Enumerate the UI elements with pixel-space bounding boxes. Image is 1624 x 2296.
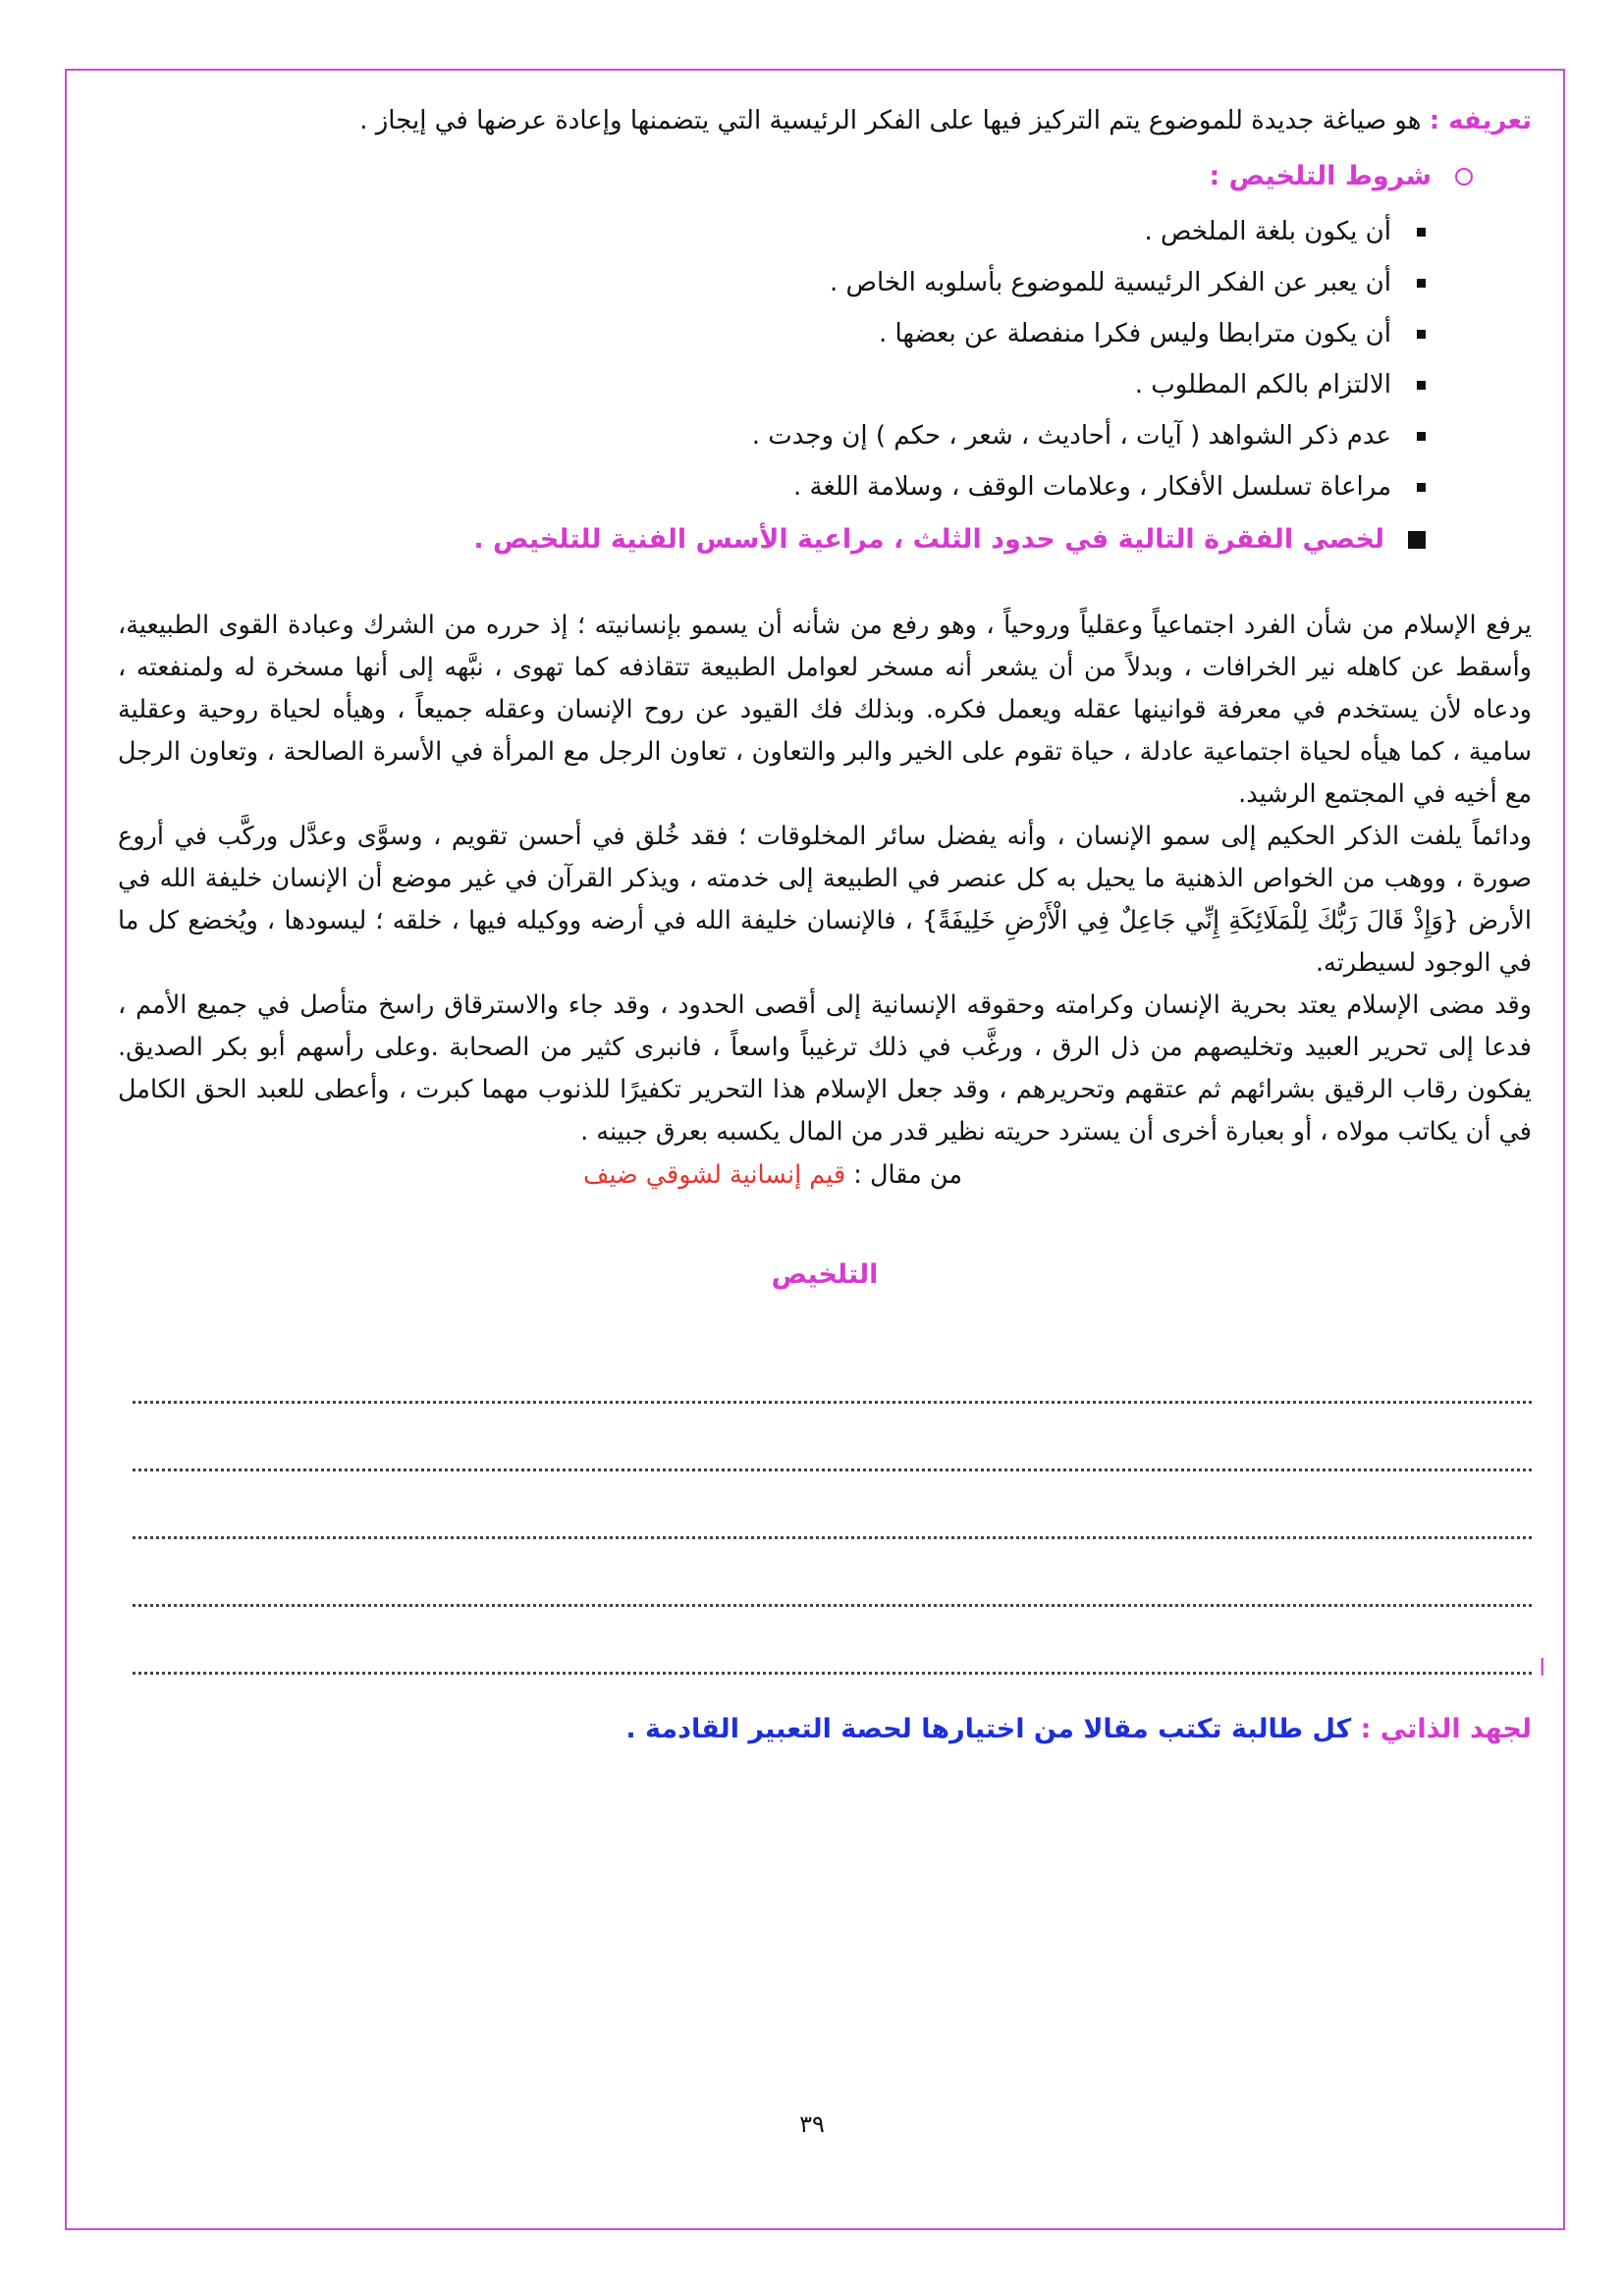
square-bullet-icon xyxy=(1417,279,1426,288)
list-item: أن يكون بلغة الملخص . xyxy=(118,206,1426,257)
list-item: أن يكون مترابطا وليس فكرا منفصلة عن بعضها . xyxy=(118,308,1426,359)
answer-line[interactable] xyxy=(133,1404,1532,1471)
answer-line[interactable] xyxy=(133,1539,1532,1607)
page-content xyxy=(118,98,1545,1751)
source-title: قيم إنسانية لشوقي ضيف xyxy=(582,1160,846,1190)
passage xyxy=(118,605,1532,1153)
answer-lines xyxy=(118,1336,1545,1682)
answer-line[interactable] xyxy=(133,1607,1545,1682)
task-instruction xyxy=(118,514,1532,565)
list-item: الالتزام بالكم المطلوب . xyxy=(118,359,1426,410)
circle-bullet-icon xyxy=(1455,168,1473,186)
square-bullet-icon xyxy=(1417,483,1426,492)
passage-paragraph: يرفع الإسلام من شأن الفرد اجتماعياً وعقلياً وروحياً ، وهو رفع من شأنه أن يسمو بإنسانيته ؛ إذ حرره من الشرك وعبادة القوى الطبيعية، وأسقط عن كاهله نير الخرافات ، وبدلاً من أن يشعر أنه مسخر لعوامل الطبيعة تتقاذفه كما تهوى ، نبَّهه إلى أنها مسخرة له ولمنفعته ، ودعاه لأن يستخدم في معرفة قوانينها عقله ويعمل فكره. وبذلك فك القيود عن روح الإنسان وعقله جميعاً ، وهيأه لحياة روحية وعقلية سامية ، كما هيأه لحياة اجتماعية عادلة ، حياة تقوم على الخير والبر والتعاون ، تعاون الرجل مع المرأة في الأسرة الصالحة ، وتعاون الرجل مع أخيه في المجتمع الرشيد. xyxy=(118,611,1532,809)
answer-end-mark: ا xyxy=(1539,1654,1545,1682)
summary-title: التلخيص xyxy=(771,1259,879,1290)
self-effort xyxy=(118,1708,1532,1751)
list-item: عدم ذكر الشواهد ( آيات ، أحاديث ، شعر ، حكم ) إن وجدت . xyxy=(118,410,1426,461)
square-bullet-icon xyxy=(1417,432,1426,441)
self-effort-label: لجهد الذاتي : xyxy=(1360,1714,1532,1744)
square-bullet-icon xyxy=(1408,531,1426,549)
page-number: ٣٩ xyxy=(799,2110,825,2138)
square-bullet-icon xyxy=(1417,228,1426,237)
square-bullet-icon xyxy=(1417,330,1426,339)
list-item: أن يعبر عن الفكر الرئيسية للموضوع بأسلوبه الخاص . xyxy=(118,257,1426,308)
conditions-heading xyxy=(118,153,1532,200)
definition-text: هو صياغة جديدة للموضوع يتم التركيز فيها على الفكر الرئيسية التي يتضمنها وإعادة عرضها في إيجاز . xyxy=(359,106,1430,135)
answer-line[interactable] xyxy=(133,1336,1532,1404)
passage-paragraph: وقد مضى الإسلام يعتد بحرية الإنسان وكرامته وحقوقه الإنسانية إلى أقصى الحدود ، وقد جاء والاسترقاق راسخ متأصل في جميع الأمم ، فدعا إلى تحرير العبيد وتخليصهم من ذل الرق ، ورغَّب في ذلك ترغيباً واسعاً ، فانبرى كثير من الصحابة .وعلى رأسهم أبو بكر الصديق. يفكون رقاب الرقيق بشرائهم ثم عتقهم وتحريرهم ، وقد جعل الإسلام هذا التحرير تكفيرًا للذنوب مهما كبرت ، وأعطى للعبد الحق الكامل في أن يكاتب مولاه ، أو بعبارة أخرى أن يسترد حريته نظير قدر من المال يكسبه بعرق جبينه . xyxy=(118,990,1532,1147)
definition xyxy=(118,98,1532,143)
list-item: مراعاة تسلسل الأفكار ، وعلامات الوقف ، وسلامة اللغة . xyxy=(118,461,1426,512)
passage-paragraph: ودائماً يلفت الذكر الحكيم إلى سمو الإنسان ، وأنه يفضل سائر المخلوقات ؛ فقد خُلق في أحسن تقويم ، وسوَّى وعدَّل وركَّب في أروع صورة ، ووهب من الخواص الذهنية ما يحيل به كل عنصر في الطبيعة إلى خدمته ، ويذكر القرآن في غير موضع أن الإنسان خليفة الله في الأرض {وَإِذْ قَالَ رَبُّكَ لِلْمَلَائِكَةِ إِنِّي جَاعِلٌ فِي الْأَرْضِ خَلِيفَةً} ، فالإنسان خليفة الله في أرضه ووكيله فيها ، خلقه ؛ ليسودها ، ويُخضع كل ما في الوجود لسيطرته. xyxy=(118,822,1532,978)
conditions-title: شروط التلخيص : xyxy=(1209,161,1432,191)
source-prefix: من مقال : xyxy=(845,1160,962,1190)
conditions-list xyxy=(118,206,1532,512)
self-effort-text: كل طالبة تكتب مقالا من اختيارها لحصة التعبير القادمة . xyxy=(625,1714,1361,1744)
definition-label: تعريفه : xyxy=(1429,106,1532,135)
task-text: لخصي الفقرة التالية في حدود الثلث ، مراعية الأسس الفنية للتلخيص . xyxy=(473,524,1384,555)
source-citation xyxy=(118,1153,1532,1197)
square-bullet-icon xyxy=(1417,381,1426,390)
answer-line[interactable] xyxy=(133,1471,1532,1539)
